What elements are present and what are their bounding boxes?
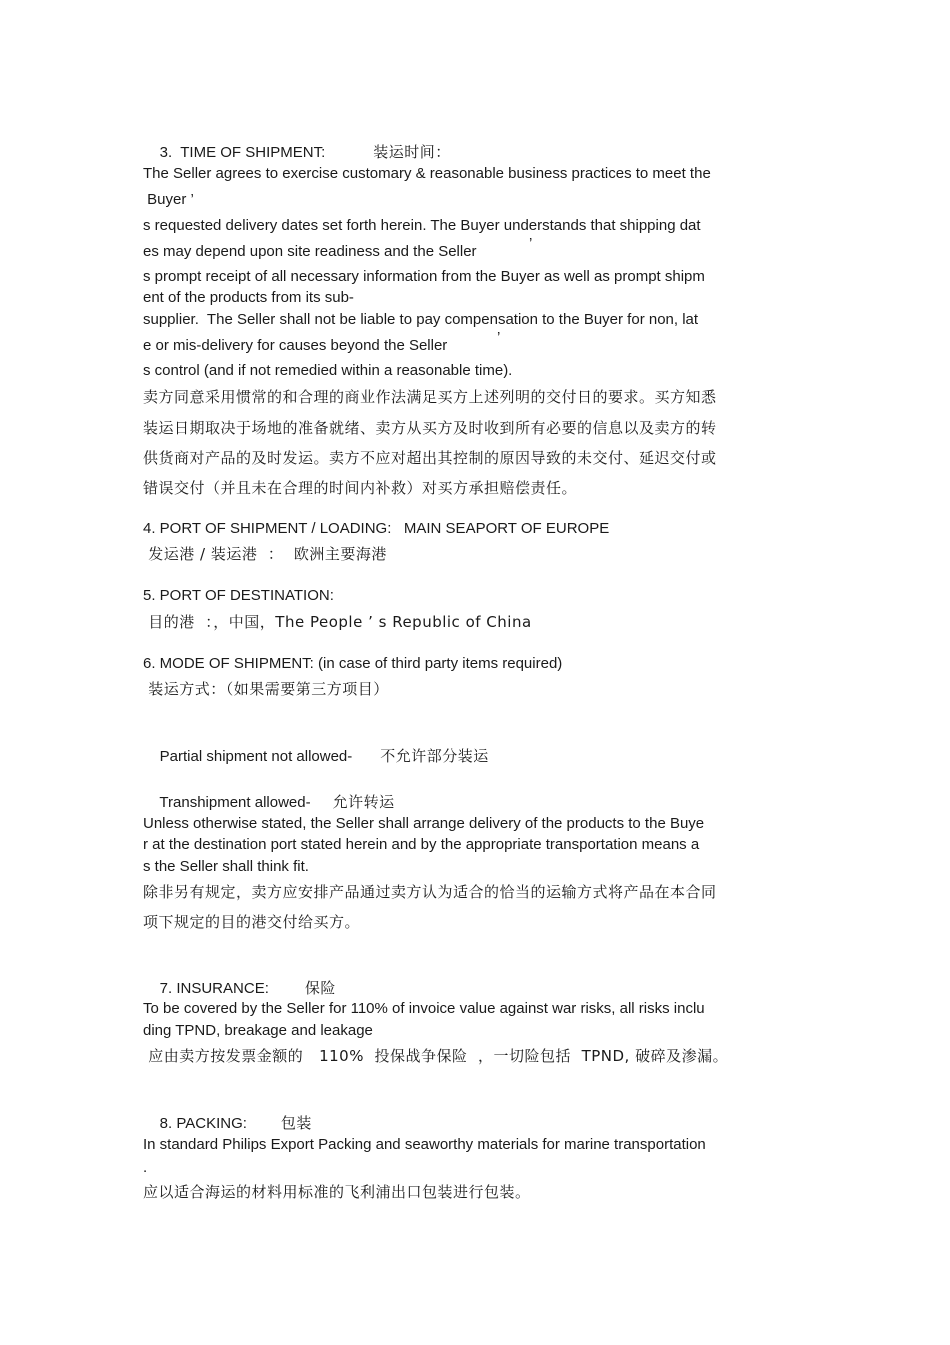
s8-en-line-2: . — [143, 1159, 148, 1176]
section-3-title-cn: 装运时间： — [373, 143, 451, 161]
s6-en-line-1: Unless otherwise stated, the Seller shall arrange delivery of the products to the Buye — [143, 815, 705, 832]
s3-en-line-6: ent of the products from its sub- — [143, 289, 354, 306]
s3-en-line-7: supplier. The Seller shall not be liable to pay compensation to the Buyer for non, lat — [143, 311, 699, 328]
s7-en-line-2: ding TPND, breakage and leakage — [143, 1022, 373, 1039]
s3-cn-line-3: 供货商对产品的及时发运。卖方不应对超出其控制的原因导致的未交付、延迟交付或 — [143, 449, 717, 467]
s3-en-line-1: The Seller agrees to exercise customary & reasonable business practices to meet the — [143, 165, 711, 182]
s3-apostrophe-2: ’ — [497, 329, 501, 346]
section-8-title-cn: 包装 — [280, 1114, 312, 1132]
s3-en-line-3: s requested delivery dates set forth herein. The Buyer understands that shipping dat — [143, 217, 701, 234]
section-8-title: 8. PACKING: — [159, 1115, 247, 1132]
s3-en-line-9: s control (and if not remedied within a reasonable time). — [143, 362, 513, 379]
section-5-heading: 5. PORT OF DESTINATION: — [143, 587, 334, 604]
s7-cn-line: 应由卖方按发票金额的 110% 投保战争保险 ，一切险包括 TPND, 破碎及渗漏。 — [143, 1047, 729, 1065]
s7-en-line-1: To be covered by the Seller for 110% of invoice value against war risks, all risks inclu — [143, 1000, 705, 1017]
s6-en-line-2: r at the destination port stated herein and by the appropriate transportation means a — [143, 836, 700, 853]
section-4-cn: 发运港 / 装运港 ： 欧洲主要海港 — [143, 545, 387, 563]
s6-cn-line-2: 项下规定的目的港交付给买方。 — [143, 913, 361, 931]
section-6-cn: 装运方式：（如果需要第三方项目） — [143, 680, 389, 698]
transhipment-cn: 允许转运 — [332, 793, 395, 811]
section-7-title: 7. INSURANCE: — [159, 980, 269, 997]
partial-shipment-en: Partial shipment not allowed- — [159, 748, 353, 765]
s3-en-line-2: Buyer ’ — [143, 191, 194, 208]
s6-cn-line-1: 除非另有规定，卖方应安排产品通过卖方认为适合的恰当的运输方式将产品在本合同 — [143, 883, 717, 901]
s8-cn-line: 应以适合海运的材料用标准的飞利浦出口包装进行包装。 — [143, 1183, 531, 1201]
s3-cn-line-1: 卖方同意采用惯常的和合理的商业作法满足买方上述列明的交付日的要求。买方知悉 — [143, 388, 717, 406]
s3-en-line-4: es may depend upon site readiness and the Seller — [143, 243, 477, 260]
section-4-heading: 4. PORT OF SHIPMENT / LOADING: MAIN SEAPORT OF EUROPE — [143, 520, 610, 537]
partial-shipment-cn: 不允许部分装运 — [380, 747, 489, 765]
section-5-cn: 目的港 ：，中国，The People ’ s Republic of China — [143, 613, 532, 631]
s8-en-line-1: In standard Philips Export Packing and seaworthy materials for marine transportation — [143, 1136, 706, 1153]
s3-en-line-5: s prompt receipt of all necessary information from the Buyer as well as prompt shipm — [143, 268, 705, 285]
s3-cn-line-4: 错误交付（并且未在合理的时间内补救）对买方承担赔偿责任。 — [143, 479, 578, 497]
section-7-title-cn: 保险 — [304, 979, 336, 997]
section-6-heading: 6. MODE OF SHIPMENT: (in case of third party items required) — [143, 655, 563, 672]
section-3-title: 3. TIME OF SHIPMENT: — [159, 144, 326, 161]
s3-cn-line-2: 装运日期取决于场地的准备就绪、卖方从买方及时收到所有必要的信息以及卖方的转 — [143, 419, 717, 437]
s3-en-line-8: e or mis-delivery for causes beyond the Seller — [143, 337, 448, 354]
transhipment-en: Transhipment allowed- — [159, 794, 311, 811]
s6-en-line-3: s the Seller shall think fit. — [143, 858, 309, 875]
s3-apostrophe-1: ’ — [529, 235, 533, 252]
